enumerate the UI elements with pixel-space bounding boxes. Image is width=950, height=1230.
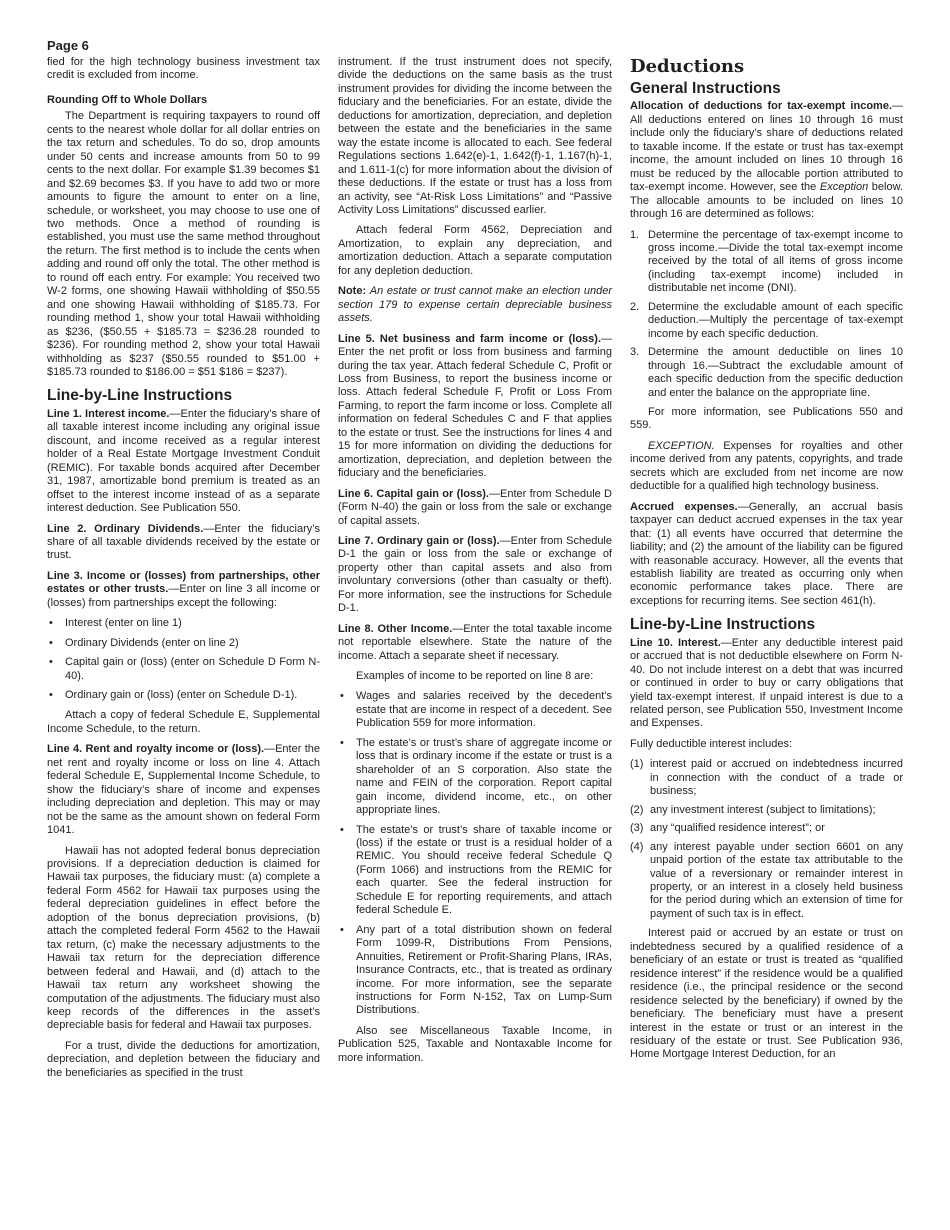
line-4-paragraph [47, 743, 320, 837]
exception-label: EXCEPTION. [648, 439, 715, 452]
column-right [630, 56, 903, 1069]
exception-text: Expenses for royalties and other income derived from any patents, copyrights, and trade secrets which are excluded from net income are now deductible for a qualified high technology business. [630, 439, 903, 493]
list-item [630, 841, 903, 922]
list-item: • Interest (enter on line 1) [47, 617, 320, 630]
interest-items-list [630, 758, 903, 921]
list-number: (3) [630, 822, 644, 835]
list-number: 1. [630, 228, 640, 241]
accrued-label: Accrued expenses. [630, 500, 738, 513]
line-4-label: Line 4. Rent and royalty income or (loss). [47, 743, 265, 756]
column-left [47, 56, 320, 1087]
line-7-label: Line 7. Ordinary gain or (loss). [338, 534, 500, 547]
line-1-text: —Enter the fiduciary’s share of all taxable interest income including any original issue discount, and income received as a regular interest holder of a Real Estate Mortgage Investment Conduit (REMIC). For taxable bonds acquired after December 31, 1987, amortizable bond premium is treated as an offset to the interest income instead of as a separate interest deduction. See Publication 550. [47, 407, 321, 515]
line-5-paragraph [338, 333, 612, 481]
line-6-paragraph [338, 488, 612, 528]
line-4-text: —Enter the net rent and royalty income or loss on line 4. Attach federal Schedule E, Supplemental Income Schedule, to show the fiduciary’s share of income and expenses including depreciation and depletion. This may or may not be the same as the amount shown on federal Form 1041. [47, 743, 321, 837]
list-number: (2) [630, 803, 644, 816]
list-item: • The estate’s or trust’s share of taxable income or (loss) if the estate or trust is a residual holder of a REMIC. You should receive federal Schedule Q (Form 1066) and instructions from the REMIC for each quarter. See the federal instruction for Schedule E for reporting requirements, and attach federal Schedule E. [338, 824, 612, 918]
line-2-text: —Enter the fiduciary’s share of all taxable dividends received by the estate or trust. [47, 522, 320, 562]
accrued-paragraph [630, 501, 903, 609]
list-item: • Ordinary gain or (loss) (enter on Schedule D-1). [47, 689, 320, 702]
list-number: (4) [630, 840, 644, 853]
line-3-attach-paragraph: Attach a copy of federal Schedule E, Supplemental Income Schedule, to the return. [47, 709, 320, 735]
general-instructions-heading: General Instructions [630, 80, 781, 97]
line-8-text: —Enter the total taxable income not reportable elsewhere. State the nature of the income. Attach a separate sheet if necessary. [338, 622, 613, 662]
line-3-paragraph [47, 570, 320, 610]
rounding-paragraph: The Department is requiring taxpayers to round off cents to the nearest whole dollar for all dollar entries on the tax return and schedules. To do so, drop amounts under 50 cents and increase amounts from 50 to 99 cents to the next dollar. For example $1.39 becomes $1 and $2.69 becomes $3. If you have to add two or more amounts to figure the amount to enter on a line, schedule, or worksheet, you may choose to use one of two methods. Once a method of rounding is established, you must use the same method throughout the return. The first method is to include the cents when adding and round off only the total. The other method is to round off each entry. For example: You received two W-2 forms, one showing Hawaii withholding of $50.55 and one showing Hawaii withholding of $185.73. For rounding method 1, show your total Hawaii withholding as $236, ($50.55 + $185.73 = $236.28 rounded to $236). For rounding method 2, show your total Hawaii withholding as $237 ($50.55 rounded to $51.00 + $185.73 rounded to $186.00 = $51 $186 = $237). [47, 110, 320, 378]
line-8-paragraph [338, 623, 612, 663]
list-text: interest paid or accrued on indebtedness incurred in connection with the conduct of a trade or business; [650, 758, 903, 798]
line-10-paragraph [630, 637, 903, 731]
line-3-label: Line 3. Income or (losses) from partnerships, other estates or other trusts. [47, 569, 320, 596]
line-10-text: —Enter any deductible interest paid or accrued that is not deductible elsewhere on Form N-40. Do not include interest on a debt that was incurred or continued in order to buy or carry obligations that yield tax-exempt interest. If unpaid interest is due to a related person, see Publication 550, Investment Income and Expenses. [630, 636, 903, 730]
allocation-steps-list [630, 229, 903, 400]
note-label: Note: [338, 285, 367, 298]
qualified-residence-paragraph: Interest paid or accrued by an estate or trust on indebtedness secured by a qualified residence of a beneficiary of an estate or trust is treated as “qualified residence interest” if the residence would be a qualified residence (i.e., the principal residence or the second residence selected by the beneficiary) if owned by the beneficiary. The beneficiary must have a present interest in the estate or trust or an interest in the residuary of the estate or trust. See Publication 936, Home Mortgage Interest Deduction, for an [630, 927, 903, 1061]
line-by-line-heading: Line-by-Line Instructions [630, 616, 816, 634]
list-item: • Any part of a total distribution shown on federal Form 1099-R, Distributions From Pensions, Annuities, Retirement or Profit-Sharing Plans, IRAs, Insurance Contracts, etc., that is treated as ordinary income. For more information, see the separate instructions for Form N-152, Tax on Lump-Sum Distributions. [338, 924, 612, 1018]
line-6-label: Line 6. Capital gain or (loss). [338, 487, 489, 500]
line-7-text: —Enter from Schedule D-1 the gain or loss from the sale or exchange of property other than capital assets and also from involuntary conversions (other than casualty or theft). For more information, see the instructions for Schedule D-1. [338, 534, 612, 615]
line-5-text: —Enter the net profit or loss from business and farming during the tax year. Attach federal Schedule C, Profit or Loss from Business, to report the business income or loss. Attach federal Schedule F, Profit or Loss From Farming, to report the farm income or loss. Complete all information on federal Schedules C and F that applies to the estate or trust. See the instructions for lines 4 and 15 for more information on dividing the deductions for amortization, depreciation, and depletion between the fiduciary and the beneficiaries. [338, 332, 612, 480]
line-by-line-heading: Line-by-Line Instructions [47, 387, 233, 405]
list-number: (1) [630, 758, 644, 771]
line-7-paragraph [338, 535, 612, 616]
list-item [630, 229, 903, 296]
trust-deductions-paragraph: For a trust, divide the deductions for amortization, depreciation, and depletion between the fiduciary and the beneficiaries as specified in the trust [47, 1039, 320, 1079]
list-number: 3. [630, 346, 640, 359]
allocation-text-a: —All deductions entered on lines 10 through 16 must include only the fiduciary’s share of deductions related to taxable income. If the estate or trust has tax-exempt income, the amount included on lines 10 through 16 must be reduced by the allocable portion attributed to tax-exempt income. However, see the [630, 100, 903, 194]
list-text: any “qualified residence interest”; or [650, 822, 825, 835]
list-item [630, 804, 903, 817]
line-6-text: —Enter from Schedule D (Form N-40) the gain or loss from the sale or exchange of capital assets. [338, 487, 612, 527]
list-text: any investment interest (subject to limitations); [650, 803, 876, 816]
allocation-paragraph [630, 100, 903, 221]
line-1-label: Line 1. Interest income. [47, 407, 170, 420]
line-8-label: Line 8. Other Income. [338, 622, 453, 635]
list-text: Determine the amount deductible on lines 10 through 16.—Subtract the excludable amount of each specific deduction from the specific deduction and enter the balance on the appropriate line. [648, 346, 903, 399]
list-item [630, 758, 903, 798]
note-paragraph [338, 285, 612, 325]
list-item: • Capital gain or (loss) (enter on Schedule D Form N-40). [47, 656, 320, 683]
line-10-label: Line 10. Interest. [630, 636, 721, 649]
list-item [630, 301, 903, 341]
continued-paragraph: fied for the high technology business investment tax credit is excluded from income. [47, 56, 320, 82]
list-text: Determine the excludable amount of each specific deduction.—Multiply the percentage of tax-exempt income by each specific deduction. [648, 300, 903, 340]
line-2-label: Line 2. Ordinary Dividends. [47, 522, 204, 535]
accrued-text: —Generally, an accrual basis taxpayer can deduct accrued expenses in the tax year that: (1) all events have occurred that determine the liability; and (2) the amount of the liability can be figured with reasonable accuracy. However, all the events that establish liability are treated as occurring only when economic performance takes place. There are exceptions for recurring items. See section 461(h). [630, 500, 903, 607]
column-middle [338, 56, 612, 1072]
allocation-exception: Exception [819, 181, 869, 194]
bonus-depreciation-paragraph: Hawaii has not adopted federal bonus depreciation provisions. If a depreciation deduction is claimed for Hawaii tax purposes, the fiduciary must: (a) complete a federal Form 4562 for Hawaii tax purposes using the federal depreciation guidelines in effect before the adoption of the bonus depreciation provisions, (b) attach the completed federal Form 4562 to the Hawaii tax return, (c) make the necessary adjustments to the Hawaii tax return for the depreciation difference between federal and Hawaii, and (d) attach to the Hawaii tax return any worksheet showing the computation of the adjustments. The fiduciary must also keep records of the differences in the asset’s depreciable basis for federal and Hawaii tax purposes. [47, 844, 320, 1032]
line-5-label: Line 5. Net business and farm income or (loss). [338, 332, 601, 345]
list-item: • Ordinary Dividends (enter on line 2) [47, 637, 320, 650]
list-text: any interest payable under section 6601 on any unpaid portion of the estate tax attributable to the value of a reversionary or remainder interest in property, or an interest in a closely held business for the period during which an extension of time for payment of such tax is in effect. [650, 840, 903, 920]
more-info-paragraph: For more information, see Publications 550 and 559. [630, 405, 903, 432]
fully-deductible-intro: Fully deductible interest includes: [630, 737, 793, 750]
rounding-heading: Rounding Off to Whole Dollars [47, 93, 208, 106]
allocation-text-b: below. The allocable amounts to be included on lines 10 through 16 are determined as follows: [630, 181, 903, 221]
note-text: An estate or trust cannot make an election under section 179 to expense certain depreciable business assets. [338, 285, 612, 325]
list-item: • The estate’s or trust’s share of aggregate income or loss that is ordinary income if the estate or trust is a shareholder of an S corporation. Also state the name and FEIN of the corporation. Report capital gain income, dividend income, etc., on other appropriate lines. [338, 737, 612, 818]
list-number: 2. [630, 300, 640, 313]
list-text: Determine the percentage of tax-exempt income to gross income.—Divide the total tax-exempt income received by the total of all items of gross income (including tax-exempt income) included in distributable net income (DNI). [648, 228, 903, 295]
list-item: • Wages and salaries received by the decedent’s estate that are income in respect of a decedent. See Publication 559 for more information. [338, 690, 612, 730]
line-3-text: —Enter on line 3 all income or (losses) from partnerships except the following: [47, 583, 321, 609]
list-item [630, 822, 903, 835]
list-item [630, 346, 903, 400]
allocation-label: Allocation of deductions for tax-exempt income. [630, 100, 892, 113]
line-8-examples-list [338, 690, 612, 1017]
line-3-exceptions-list [47, 617, 320, 702]
line-8-examples-intro: Examples of income to be reported on line 8 are: [356, 670, 594, 683]
deductions-heading: Deductions [630, 56, 745, 77]
continued-paragraph: instrument. If the trust instrument does not specify, divide the deductions on the same basis as the trust instrument provides for dividing the income between the fiduciary and the beneficiaries. For an estate, divide the deductions for amortization, depreciation, and depletion between the estate and the beneficiaries in the same way the estate income is allocated to each. See federal Regulations sections 1.642(e)-1, 1.642(f)-1, 1.167(h)-1, and 1.611-1(c) for more information about the division of these deductions. If the estate or trust has a loss from an activity, see “At-Risk Loss Limitations” and “Passive Activity Loss Limitations” discussed earlier. [338, 56, 612, 216]
also-see-paragraph: Also see Miscellaneous Taxable Income, in Publication 525, Taxable and Nontaxable Income for more information. [338, 1024, 612, 1064]
form-4562-paragraph: Attach federal Form 4562, Depreciation and Amortization, to explain any depreciation, and amortization deduction. Attach a separate computation for any depletion deduction. [338, 224, 612, 277]
line-2-paragraph [47, 523, 320, 563]
line-1-paragraph [47, 408, 320, 516]
exception-paragraph [630, 440, 903, 494]
page-number: Page 6 [47, 38, 89, 53]
